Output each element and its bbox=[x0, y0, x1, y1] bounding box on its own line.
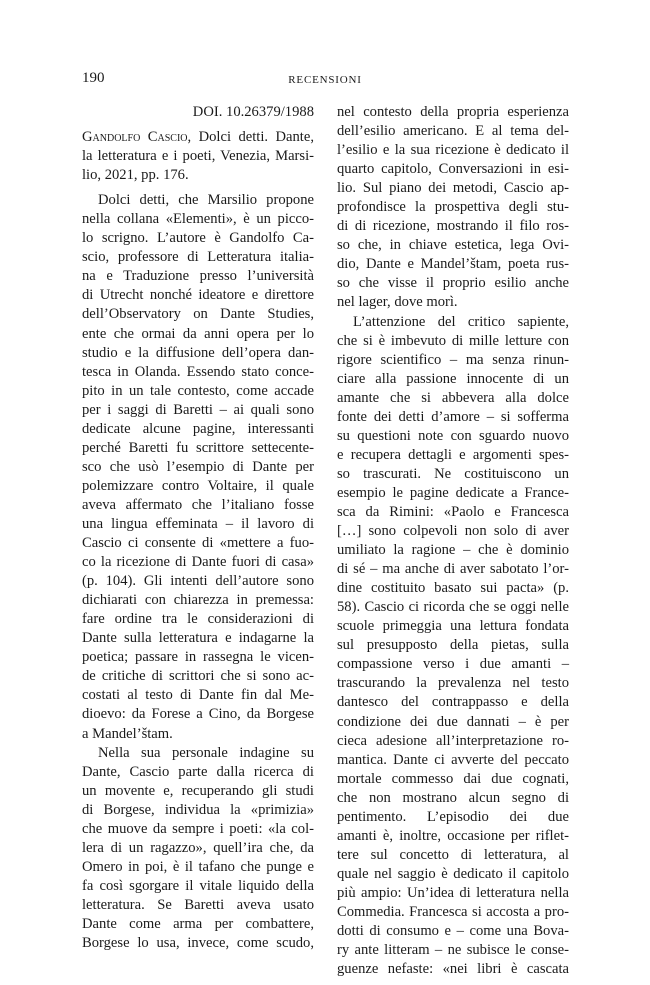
text-line: lo scrigno. L’autore è Gandolfo Ca- bbox=[82, 230, 314, 247]
text-line: Borgese lo usa, invece, come scudo, bbox=[82, 935, 314, 952]
text-line: sco che usò l’esempio di Dante per bbox=[82, 458, 314, 475]
text-line: dotti di consumo e – come una Bova- bbox=[337, 923, 569, 940]
text-line: perché Baretti fu scrittore settecente- bbox=[82, 439, 314, 456]
text-line: Dolci detti, che Marsilio propone bbox=[98, 192, 314, 209]
right-column bbox=[337, 103, 569, 979]
text-line: di sé – ma anche di aver sabotato l’or- bbox=[337, 561, 569, 578]
text-line: pito in un tale contesto, come accade bbox=[82, 382, 314, 399]
citation-line: la letteratura e i poeti, Venezia, Marsi- bbox=[82, 148, 314, 165]
text-line: dine costituito basato sui pacta» (p. bbox=[337, 580, 569, 597]
text-line: guenze nefaste: «nei libri è cascata bbox=[337, 961, 569, 978]
text-line: ry ante litteram – ne subisce le conse- bbox=[337, 942, 569, 959]
text-line: amanti è, inoltre, occasione per riflet- bbox=[337, 827, 569, 844]
text-line: trascurando la prevalenza nel testo bbox=[337, 675, 569, 692]
citation-title-part: , Dolci detti. Dante, bbox=[187, 129, 314, 146]
text-line: nel lager, dove morì. bbox=[337, 294, 458, 311]
text-line: poetica; passare in rassegna le vicen- bbox=[82, 649, 314, 666]
citation-author: Gandolfo Cascio bbox=[82, 129, 188, 146]
text-line: quarto capitolo, Conversazioni in esi- bbox=[337, 161, 569, 178]
text-line: ciare alla passione innocente di un bbox=[337, 370, 569, 387]
text-line: per i saggi di Baretti – ai quali sono bbox=[82, 401, 314, 418]
text-line: dedicate alcune pagine, interessanti bbox=[82, 420, 314, 437]
left-column bbox=[82, 103, 314, 953]
text-line: Omero in poi, è il tafano che punge e bbox=[82, 858, 314, 875]
text-line: che si è imbevuto di mille letture con bbox=[337, 332, 569, 349]
text-line: amante che si abbevera alla dolce bbox=[337, 389, 569, 406]
text-line: nella collana «Elementi», è un picco- bbox=[82, 211, 314, 228]
text-line: fa così sgorgare il vitale liquido della bbox=[82, 877, 314, 894]
text-line: dell’esilio americano. E al tema del- bbox=[337, 123, 569, 140]
text-line: a Mandel’štam. bbox=[82, 725, 173, 742]
text-line: lera di un ragazzo», quell’ira che, da bbox=[82, 839, 314, 856]
text-line: so che visse il proprio esilio anche bbox=[337, 275, 569, 292]
text-line: so trascurati. Ne costituiscono un bbox=[337, 465, 569, 482]
text-line: na e Traduzione presso l’università bbox=[82, 268, 314, 285]
text-line: dioevo: da Forese a Cino, da Borgese bbox=[82, 706, 314, 723]
text-line: quale nel saggio è dedicato il capitolo bbox=[337, 865, 569, 882]
text-line: fonte dei detti d’amore – si sofferma bbox=[337, 408, 569, 425]
text-line: Dante, Cascio parte dalla ricerca di bbox=[82, 763, 314, 780]
doi: DOI. 10.26379/1988 bbox=[192, 104, 314, 120]
text-line: Dante come arma per combattere, bbox=[82, 915, 314, 932]
text-line: condizione dei due dannati – è per bbox=[337, 713, 569, 730]
text-line: sca da Rimini: «Paolo e Francesca bbox=[337, 503, 569, 520]
text-line: tere sul concetto di letteratura, al bbox=[337, 846, 569, 863]
right-body bbox=[337, 103, 569, 979]
text-line: mantica. Dante ci avverte del peccato bbox=[337, 751, 569, 768]
text-line: cieca adesione all’interpretazione ro- bbox=[337, 732, 569, 749]
text-line: so che, in chiave estetica, lega Ovi- bbox=[337, 237, 569, 254]
text-line: L’attenzione del critico sapiente, bbox=[353, 313, 569, 330]
text-line: costati al testo di Dante fin dal Me- bbox=[82, 687, 314, 704]
text-line: lio. Sul piano dei metodi, Cascio ap- bbox=[337, 180, 569, 197]
text-line: rigore scientifico – ma senza rinun- bbox=[337, 351, 569, 368]
text-line: (p. 104). Gli intenti dell’autore sono bbox=[82, 573, 314, 590]
text-line: l’esilio e la sua ricezione è dedicato il bbox=[337, 142, 569, 159]
text-line: compassione verso i due amanti – bbox=[337, 656, 569, 673]
text-line: su questioni note con sguardo nuovo bbox=[337, 427, 569, 444]
page-number: 190 bbox=[82, 70, 105, 86]
text-line: […] sono colpevoli non solo di aver bbox=[337, 523, 569, 540]
running-title: RECENSIONI bbox=[288, 74, 362, 86]
text-line: dell’Observatory on Dante Studies, bbox=[82, 306, 314, 323]
page-header bbox=[82, 70, 568, 94]
text-line: polemizzare contro Voltaire, il quale bbox=[82, 477, 314, 494]
left-body bbox=[82, 191, 314, 953]
text-line: aveva affermato che l’italiano fosse bbox=[82, 496, 314, 513]
text-line: tesca in Olanda. Essendo stato conce- bbox=[82, 363, 314, 380]
text-line: Commedia. Francesca si accosta a pro- bbox=[337, 903, 569, 920]
text-line: 58). Cascio ci ricorda che se oggi nelle bbox=[337, 599, 569, 616]
text-line: di Borgese, individua la «primizia» bbox=[82, 801, 314, 818]
text-line: che muove da sempre i poeti: «la col- bbox=[82, 820, 314, 837]
text-line: Cascio ci consente di «mettere a fuo- bbox=[82, 535, 314, 552]
text-line: una lingua effeminata – il lavoro di bbox=[82, 515, 314, 532]
text-line: mortale commesso dai due cognati, bbox=[337, 770, 569, 787]
text-line: pentimento. L’episodio dei due bbox=[337, 808, 569, 825]
text-line: scuole primeggia una lettura fondata bbox=[337, 618, 569, 635]
text-line: de critiche di scrittori che si sono ac- bbox=[82, 668, 314, 685]
text-line: dantesco del contrappasso e della bbox=[337, 694, 569, 711]
text-line: di Utrecht nonché ideatore e direttore bbox=[82, 287, 314, 304]
text-line: nel contesto della propria esperienza bbox=[337, 104, 569, 120]
text-line: più ampio: Un’idea di letteratura nella bbox=[337, 884, 569, 901]
text-line: ente che ormai da anni opera per lo bbox=[82, 325, 314, 342]
text-line: dichiarati con chiarezza in premessa: bbox=[82, 592, 314, 609]
text-line: Nella sua personale indagine su bbox=[98, 744, 314, 761]
text-line: scio, professore di Letteratura italia- bbox=[82, 249, 314, 266]
text-line: di di ricezione, mostrando il filo ros- bbox=[337, 218, 569, 235]
text-line: umiliato la ragione – che è dominio bbox=[337, 542, 569, 559]
text-line: che non mostrano alcun segno di bbox=[337, 789, 569, 806]
text-line: profondisce la prospettiva degli stu- bbox=[337, 199, 569, 216]
text-line: dio, Dante e Mandel’štam, poeta rus- bbox=[337, 256, 569, 273]
text-line: fare ordine tra le considerazioni di bbox=[82, 611, 314, 628]
text-line: sul presupposto della pietas, sulla bbox=[337, 637, 569, 654]
text-line: studio e la diffusione dell’opera dan- bbox=[82, 344, 314, 361]
citation-line bbox=[82, 128, 314, 147]
text-line: e recupera dettagli e argomenti spes- bbox=[337, 446, 569, 463]
text-line: esempio le pagine dedicate a France- bbox=[337, 484, 569, 501]
text-line: Dante sulla letteratura e indagarne la bbox=[82, 630, 314, 647]
text-line: co la ricezione di Dante fuori di casa» bbox=[82, 554, 314, 571]
citation-line: lio, 2021, pp. 176. bbox=[82, 167, 189, 184]
text-line: un movente e, recuperando gli studi bbox=[82, 782, 314, 799]
text-line: letteratura. Se Baretti aveva usato bbox=[82, 896, 314, 913]
